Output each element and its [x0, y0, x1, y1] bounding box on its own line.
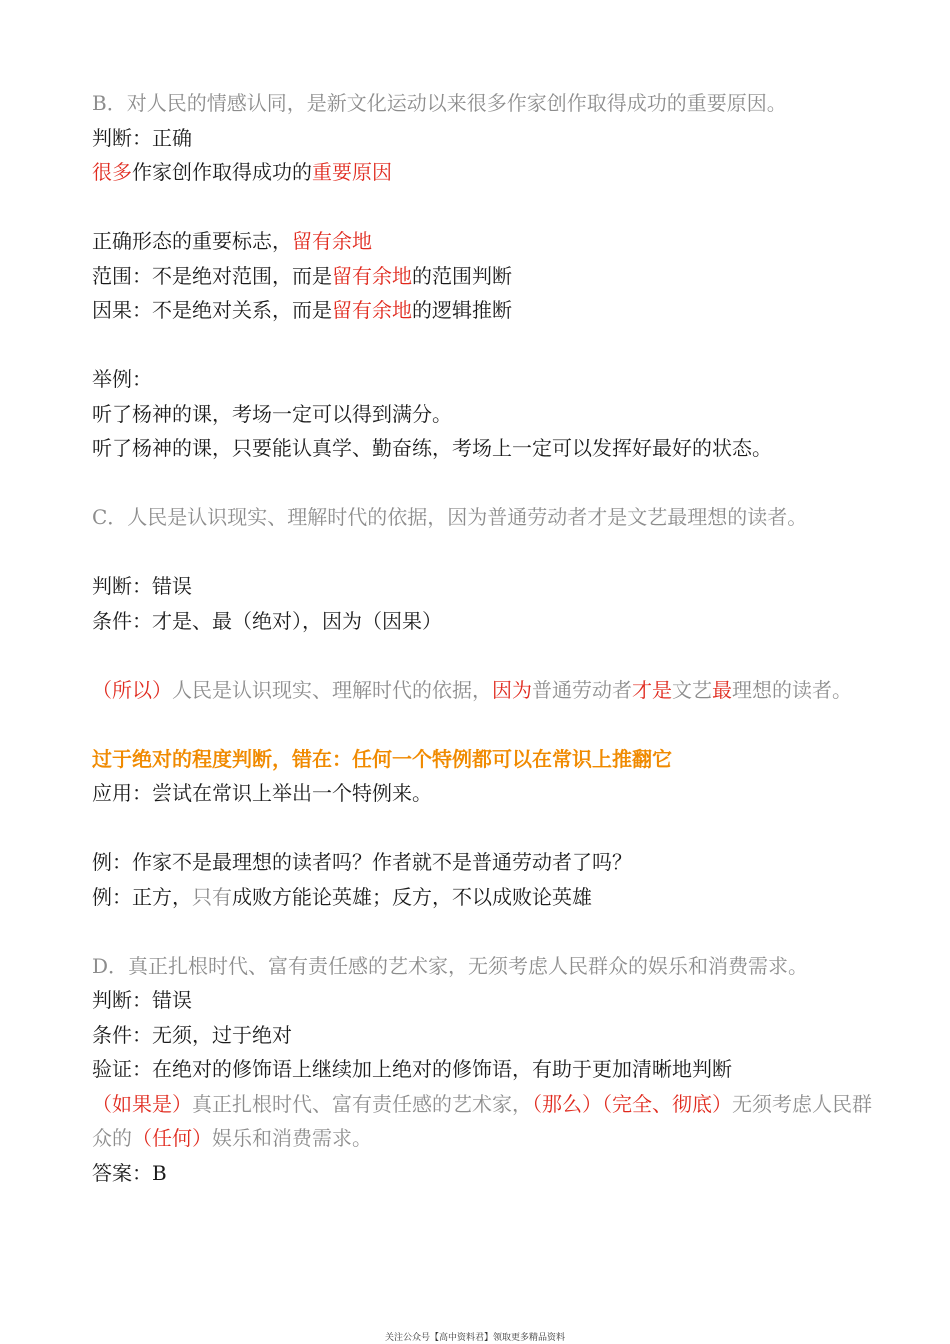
counter-example-2 [92, 880, 872, 915]
spacer [92, 190, 872, 225]
cause-line [92, 293, 872, 328]
option-d-analysis [92, 1087, 872, 1156]
spacer [92, 638, 872, 673]
emphasis-red: 重要原因 [312, 160, 392, 184]
text-span: 文艺 [672, 677, 712, 702]
emphasis-red: （如果是） [92, 1091, 192, 1116]
text-span: 范围：不是绝对范围，而是 [92, 263, 332, 288]
spacer [92, 707, 872, 742]
text-span: 普通劳动者 [532, 677, 632, 702]
counter-example-1: 例：作家不是最理想的读者吗？作者就不是普通劳动者了吗？ [92, 850, 632, 874]
text-span: 娱乐和消费需求。 [212, 1126, 372, 1150]
option-c-judgement: 判断：错误 [92, 574, 192, 598]
option-d-verify: 验证：在绝对的修饰语上继续加上绝对的修饰语，有助于更加清晰地判断 [92, 1057, 732, 1081]
emphasis-red: 留有余地 [332, 298, 412, 322]
emphasis-red: 很多 [92, 160, 132, 184]
option-b-emphasis [92, 155, 872, 190]
option-b-judgement: 判断：正确 [92, 125, 192, 150]
spacer [92, 328, 872, 363]
document-body [92, 86, 872, 1190]
text-span: 因果：不是绝对关系，而是 [92, 298, 332, 322]
scope-line [92, 259, 872, 294]
text-span: 正确形态的重要标志， [92, 229, 292, 253]
text-span: 真正扎根时代、富有责任感的艺术家， [192, 1091, 532, 1116]
correct-form-line [92, 224, 872, 259]
emphasis-gray: 只有 [192, 884, 232, 909]
option-c-conditions: 条件：才是、最（绝对），因为（因果） [92, 608, 442, 633]
text-span: 的范围判断 [412, 263, 512, 288]
option-d-judgement: 判断：错误 [92, 988, 192, 1012]
emphasis-text: 作家创作取得成功的 [132, 160, 312, 184]
text-span: 成败方能论英雄；反方，不以成败论英雄 [232, 884, 592, 909]
emphasis-red: 因为 [492, 677, 532, 702]
option-c-analysis [92, 673, 872, 708]
emphasis-red: 留有余地 [292, 229, 372, 253]
emphasis-red: （所以） [92, 677, 172, 702]
answer-line: 答案：B [92, 1160, 167, 1185]
text-span: 人民是认识现实、理解时代的依据， [172, 677, 492, 702]
page-footer: 关注公众号【高中资料君】领取更多精品资料 [384, 1333, 565, 1343]
emphasis-red: （任何） [132, 1126, 212, 1150]
apply-line: 应用：尝试在常识上举出一个特例来。 [92, 781, 432, 805]
option-c-text: C．人民是认识现实、理解时代的依据，因为普通劳动者才是文艺最理想的读者。 [92, 505, 808, 529]
emphasis-red: 最 [712, 677, 732, 702]
text-span: 无须考虑人民群众的 [92, 1091, 872, 1150]
option-b-text: B．对人民的情感认同，是新文化运动以来很多作家创作取得成功的重要原因。 [92, 91, 787, 115]
emphasis-red: 才是 [632, 677, 672, 702]
text-span: 的逻辑推断 [412, 298, 512, 322]
spacer [92, 811, 872, 846]
example-line-1: 听了杨神的课，考场一定可以得到满分。 [92, 401, 452, 426]
option-d-conditions: 条件：无须，过于绝对 [92, 1022, 292, 1047]
text-span: 理想的读者。 [732, 677, 852, 702]
absolute-rule-heading: 过于绝对的程度判断，错在：任何一个特例都可以在常识上推翻它 [92, 746, 672, 771]
option-d-text: D．真正扎根时代、富有责任感的艺术家，无须考虑人民群众的娱乐和消费需求。 [92, 953, 809, 978]
emphasis-red: （那么）（完全、彻底） [532, 1091, 732, 1116]
spacer [92, 535, 872, 570]
text-span: 例：正方， [92, 884, 192, 909]
spacer [92, 466, 872, 501]
emphasis-red: 留有余地 [332, 263, 412, 288]
spacer [92, 914, 872, 949]
example-label: 举例： [92, 367, 152, 391]
example-line-2: 听了杨神的课，只要能认真学、勤奋练，考场上一定可以发挥好最好的状态。 [92, 436, 772, 460]
